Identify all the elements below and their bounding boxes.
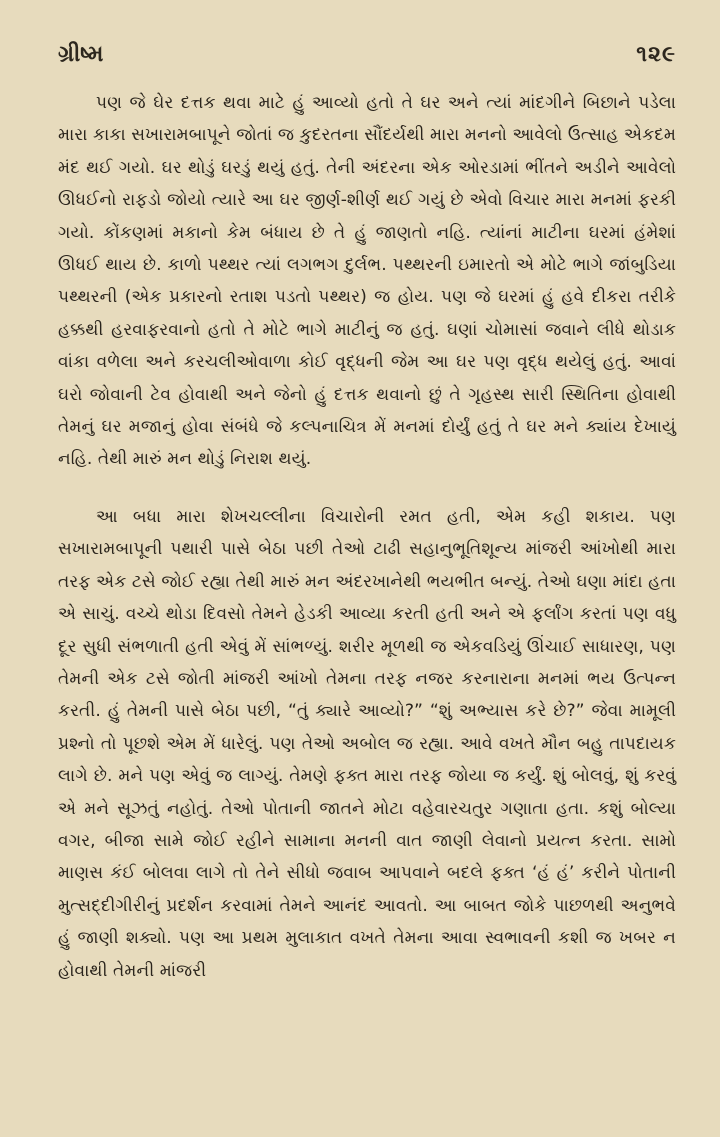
paragraph-1: પણ જે ઘેર દત્તક થવા માટે હું આવ્યો હતો તે ઘર અને ત્યાં માંદગીને બિછાને પડેલા મારા કાકા સખારામબાપૂને જોતાં જ કુદરતના સૌંદર્યથી મારા મનનો આવેલો ઉત્સાહ એકદમ મંદ થઈ ગયો. ઘર થોડું ઘરડું થયું હતું. તેની અંદરના એક ઓરડામાં ભીંતને અડીને આવેલો ઊધઈનો રાફડો જોયો ત્યારે આ ઘર જીર્ણ-શીર્ણ થઈ ગયું છે એવો વિચાર મારા મનમાં ફરકી ગયો. કોંકણમાં મકાનો કેમ બંધાય છે તે હું જાણતો નહિ. ત્યાંનાં માટીના ઘરમાં હંમેશાં ઊધઈ થાય છે. કાળો પથ્થર ત્યાં લગભગ દુર્લભ. પથ્થરની ઇમારતો એ મોટે ભાગે જાંબુડિયા પથ્થરની (એક પ્રકારનો રતાશ પડતો પથ્થર) જ હોય. પણ જે ઘરમાં હું હવે દીકરા તરીકે હક્કથી હરવાફરવાનો હતો તે મોટે ભાગે માટીનું જ હતું. ઘણાં ચોમાસાં જવાને લીધે થોડાક વાંકા વળેલા અને કરચલીઓવાળા કોઈ વૃદ્ધની જેમ આ ઘર પણ વૃદ્ધ થયેલું હતું. આવાં ઘરો જોવાની ટેવ હોવાથી અને જેનો હું દત્તક થવાનો છું તે ગૃહસ્થ સારી સ્થિતિના હોવાથી તેમનું ઘર મજાનું હોવા સંબંધે જે કલ્પનાચિત્ર મેં મનમાં દોર્યું હતું તે ઘર મને ક્યાંય દેખાયું નહિ. તેથી મારું મન થોડું નિરાશ થયું.	[58, 93, 676, 470]
running-title: ગ્રીષ્મ	[58, 42, 104, 67]
page-number: ૧૨૯	[636, 42, 676, 67]
running-header	[58, 42, 676, 67]
paragraph-2: આ બધા મારા શેખચલ્લીના વિચારોની રમત હતી, એમ કહી શકાય. પણ સખારામબાપૂની પથારી પાસે બેઠા પછી તેઓ ટાઢી સહાનુભૂતિશૂન્ય માંજરી આંખોથી મારા તરફ એક ટસે જોઈ રહ્યા તેથી મારું મન અંદરખાનેથી ભયભીત બન્યું. તેઓ ઘણા માંદા હતા એ સાચું. વચ્ચે થોડા દિવસો તેમને હેડકી આવ્યા કરતી હતી અને એ ફર્લાંગ કરતાં પણ વધુ દૂર સુધી સંભળાતી હતી એવું મેં સાંભળ્યું. શરીર મૂળથી જ એકવડિયું ઊંચાઈ સાધારણ, પણ તેમની એક ટસે જોતી માંજરી આંખો તેમના તરફ નજર કરનારાના મનમાં ભય ઉત્પન્ન કરતી. હું તેમની પાસે બેઠા પછી, “તું ક્યારે આવ્યો?” “શું અભ્યાસ કરે છે?” જેવા મામૂલી પ્રશ્નો તો પૂછશે એમ મેં ધારેલું. પણ તેઓ અબોલ જ રહ્યા. આવે વખતે મૌન બહુ તાપદાયક લાગે છે. મને પણ એવું જ લાગ્યું. તેમણે ફક્ત મારા તરફ જોયા જ કર્યું. શું બોલવું, શું કરવું એ મને સૂઝતું નહોતું. તેઓ પોતાની જાતને મોટા વહેવારચતુર ગણાતા હતા. કશું બોલ્યા વગર, બીજા સામે જોઈ રહીને સામાના મનની વાત જાણી લેવાનો પ્રયત્ન કરતા. સામો માણસ કંઈ બોલવા લાગે તો તેને સીધો જવાબ આપવાને બદલે ફક્ત ‘હં હં’ કરીને પોતાની મુત્સદ્દીગીરીનું પ્રદર્શન કરવામાં તેમને આનંદ આવતો. આ બાબત જોકે પાછળથી અનુભવે હું જાણી શક્યો. પણ આ પ્રથમ મુલાકાત વખતે તેમના આવા સ્વભાવની કશી જ ખબર ન હોવાથી તેમની માંજરી	[58, 506, 676, 981]
